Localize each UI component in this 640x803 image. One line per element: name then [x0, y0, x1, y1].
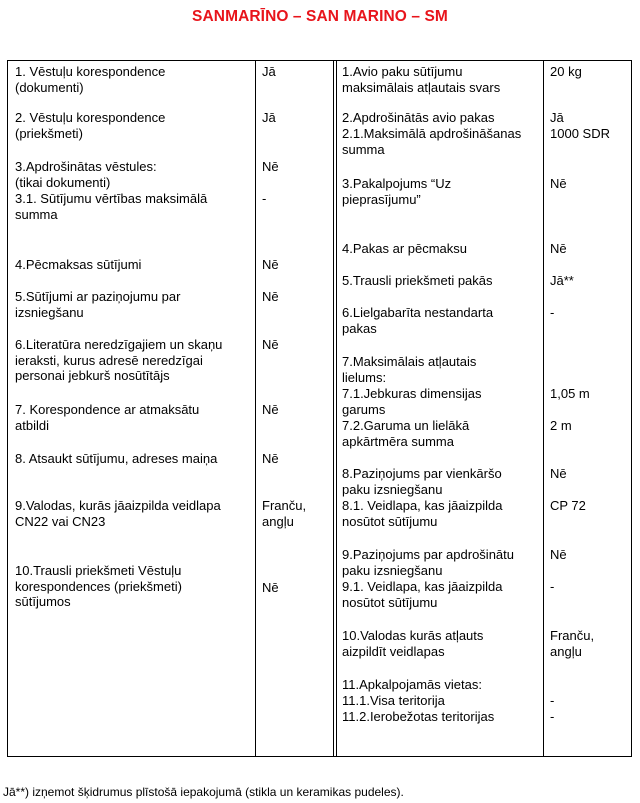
- right-row-value: Nē: [550, 466, 567, 481]
- left-row-label: 5.Sūtījumi ar paziņojumu par izsniegšanu: [15, 289, 181, 320]
- footnote: Jā**) izņemot šķidrumus plīstošā iepakojumā (stikla un keramikas pudeles).: [3, 785, 404, 799]
- right-row-label: 7.Maksimālais atļautais lielums:: [342, 354, 477, 385]
- right-row-label: 11.Apkalpojamās vietas:: [342, 677, 482, 692]
- right-row-label: 8.Paziņojums par vienkāršo paku izsniegšanu: [342, 466, 502, 497]
- right-row-label: 4.Pakas ar pēcmaksu: [342, 241, 468, 256]
- left-row-value: Nē: [262, 451, 279, 466]
- left-row-value: -: [262, 191, 267, 206]
- left-row-value: Nē: [262, 580, 279, 595]
- column-divider-left: [255, 60, 256, 757]
- right-row-label: 1.Avio paku sūtījumu maksimālais atļautais svars: [342, 64, 501, 95]
- right-row-value: Nē: [550, 547, 567, 562]
- left-row-label: 4.Pēcmaksas sūtījumi: [15, 257, 142, 272]
- right-row-label: 9.1. Veidlapa, kas jāaizpilda nosūtot sūtījumu: [342, 579, 503, 610]
- right-row-label: 7.1.Jebkuras dimensijas garums: [342, 386, 482, 417]
- right-row-label: 6.Lielgabarīta nestandarta pakas: [342, 305, 494, 336]
- right-row-label: 7.2.Garuma un lielākā apkārtmēra summa: [342, 418, 470, 449]
- column-divider-right: [543, 60, 544, 757]
- right-row-value: Nē: [550, 241, 567, 256]
- left-row-label: 7. Korespondence ar atmaksātu atbildi: [15, 402, 200, 433]
- right-row-value: 1000 SDR: [550, 126, 610, 141]
- right-row-value: 1,05 m: [550, 386, 590, 401]
- right-row-label: 11.2.Ierobežotas teritorijas: [342, 709, 495, 724]
- left-row-value: Nē: [262, 159, 279, 174]
- right-row-value: Franču, angļu: [550, 628, 595, 659]
- right-row-value: -: [550, 693, 555, 708]
- right-row-label: 2.Apdrošinātās avio pakas: [342, 110, 495, 125]
- left-row-value: Nē: [262, 402, 279, 417]
- left-row-label: 3.Apdrošinātas vēstules: (tikai dokumenti): [15, 159, 157, 190]
- left-row-value: Jā: [262, 64, 276, 79]
- right-row-value: -: [550, 305, 555, 320]
- left-row-value: Jā: [262, 110, 276, 125]
- right-row-value: -: [550, 709, 555, 724]
- right-row-value: 20 kg: [550, 64, 582, 79]
- left-row-value: Nē: [262, 257, 279, 272]
- left-row-label: 6.Literatūra neredzīgajiem un skaņu ieraksti, kurus adresē neredzīgai personai jebkurš nosūtītājs: [15, 337, 223, 383]
- right-row-label: 2.1.Maksimālā apdrošināšanas summa: [342, 126, 522, 157]
- left-row-value: Franču, angļu: [262, 498, 307, 529]
- right-row-value: CP 72: [550, 498, 586, 513]
- right-row-label: 9.Paziņojums par apdrošinātu paku izsniegšanu: [342, 547, 514, 578]
- page-title: SANMARĪNO – SAN MARINO – SM: [192, 8, 448, 25]
- right-row-value: Jā**: [550, 273, 574, 288]
- left-row-value: Nē: [262, 337, 279, 352]
- left-row-label: 10.Trausli priekšmeti Vēstuļu korespondences (priekšmeti) sūtījumos: [15, 563, 182, 609]
- column-divider-center: [333, 60, 337, 757]
- right-row-label: 5.Trausli priekšmeti pakās: [342, 273, 493, 288]
- right-row-label: 3.Pakalpojums “Uz pieprasījumu”: [342, 176, 452, 207]
- left-row-label: 1. Vēstuļu korespondence (dokumenti): [15, 64, 166, 95]
- right-row-value: -: [550, 579, 555, 594]
- right-row-label: 10.Valodas kurās atļauts aizpildīt veidlapas: [342, 628, 484, 659]
- right-row-value: Nē: [550, 176, 567, 191]
- right-row-label: 8.1. Veidlapa, kas jāaizpilda nosūtot sūtījumu: [342, 498, 503, 529]
- right-row-value: Jā: [550, 110, 564, 125]
- left-row-value: Nē: [262, 289, 279, 304]
- left-row-label: 2. Vēstuļu korespondence (priekšmeti): [15, 110, 166, 141]
- right-row-value: 2 m: [550, 418, 572, 433]
- left-row-label: 8. Atsaukt sūtījumu, adreses maiņa: [15, 451, 218, 466]
- left-row-label: 9.Valodas, kurās jāaizpilda veidlapa CN22 vai CN23: [15, 498, 221, 529]
- right-row-label: 11.1.Visa teritorija: [342, 693, 445, 708]
- left-row-label: 3.1. Sūtījumu vērtības maksimālā summa: [15, 191, 208, 222]
